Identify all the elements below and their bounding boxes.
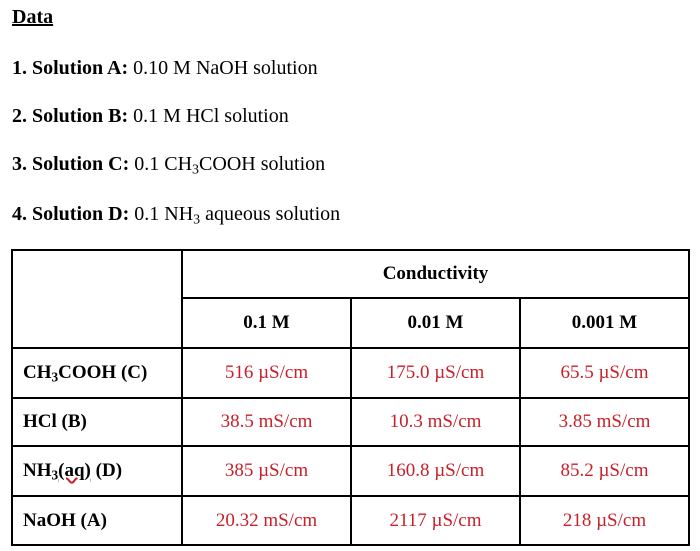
value-cell: 175.0 µS/cm xyxy=(351,348,520,398)
column-header-0-001m: 0.001 M xyxy=(520,298,689,348)
value-cell: 65.5 µS/cm xyxy=(520,348,689,398)
solution-d-text-post: aqueous solution xyxy=(200,203,341,225)
solution-a-label: 1. Solution A: xyxy=(12,57,129,79)
spellcheck-squiggle: (aq) xyxy=(58,460,91,481)
row-header-hcl: HCl (B) xyxy=(12,398,182,446)
column-header-0-01m: 0.01 M xyxy=(351,298,520,348)
value-cell: 10.3 mS/cm xyxy=(351,398,520,446)
value-cell: 20.32 mS/cm xyxy=(182,496,351,545)
row-header-naoh: NaOH (A) xyxy=(12,496,182,545)
solution-b-text: 0.1 M HCl solution xyxy=(133,105,289,127)
solution-c-label: 3. Solution C: xyxy=(12,153,130,175)
table-row xyxy=(12,398,689,446)
solution-a-line xyxy=(12,57,318,80)
solution-a-text: 0.10 M NaOH solution xyxy=(133,57,318,79)
column-header-0-1m: 0.1 M xyxy=(182,298,351,348)
solution-c-line xyxy=(12,153,325,176)
table-corner-cell xyxy=(12,250,182,348)
solution-d-label: 4. Solution D: xyxy=(12,203,130,225)
table-row xyxy=(12,348,689,398)
solution-c-subscript: 3 xyxy=(192,162,200,178)
table-row xyxy=(12,496,689,545)
solution-d-line xyxy=(12,203,340,226)
solution-d-text-pre: 0.1 NH xyxy=(134,203,194,225)
value-cell: 85.2 µS/cm xyxy=(520,446,689,496)
solution-b-line xyxy=(12,105,289,128)
value-cell: 218 µS/cm xyxy=(520,496,689,545)
value-cell: 38.5 mS/cm xyxy=(182,398,351,446)
row-header-nh3: $NH_3(aq)$ (D) xyxy=(12,446,182,496)
table-row xyxy=(12,446,689,496)
solution-c-text-post: COOH solution xyxy=(199,153,326,175)
value-cell: 385 µS/cm xyxy=(182,446,351,496)
value-cell: 3.85 mS/cm xyxy=(520,398,689,446)
value-cell: 160.8 µS/cm xyxy=(351,446,520,496)
data-heading: Data xyxy=(12,6,54,28)
solution-b-label: 2. Solution B: xyxy=(12,105,129,127)
conductivity-table xyxy=(11,249,690,546)
row-header-ch3cooh: $CH_3COOH$ (C) xyxy=(12,348,182,398)
solution-c-text-pre: 0.1 CH xyxy=(134,153,193,175)
conductivity-header: Conductivity xyxy=(182,250,689,298)
solution-d-subscript: 3 xyxy=(193,212,201,228)
value-cell: 516 µS/cm xyxy=(182,348,351,398)
value-cell: 2117 µS/cm xyxy=(351,496,520,545)
